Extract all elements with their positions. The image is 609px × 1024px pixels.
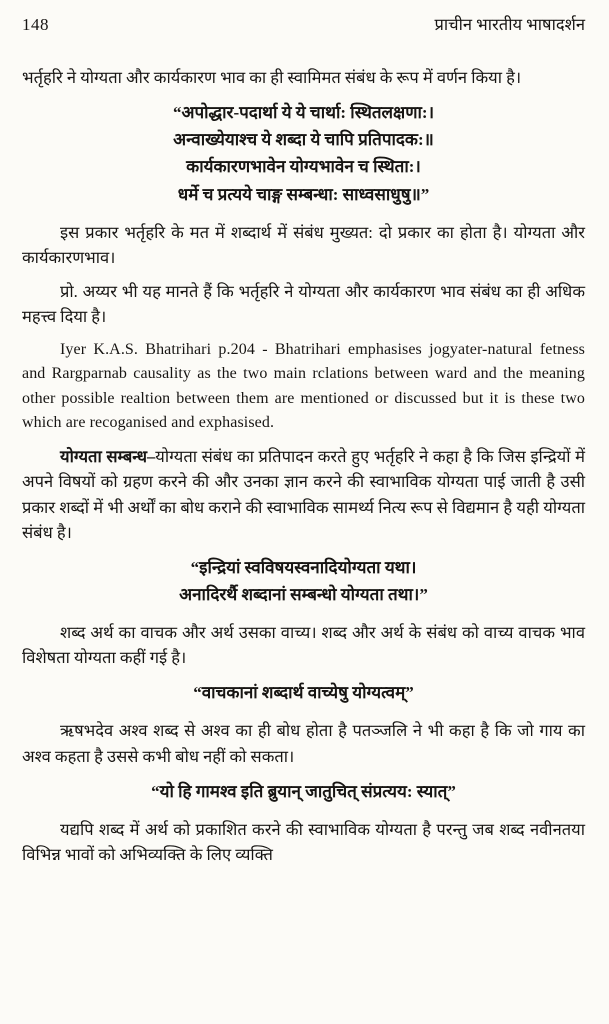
paragraph-yogyata-sambandha [22,444,585,544]
verse-karika-1 [22,99,585,208]
verse-line: अनादिरर्थै शब्दानां सम्बन्धो योग्यता तथा।” [179,584,428,604]
verse-indriya [22,554,585,608]
verse-line: धर्मे च प्रत्यये चाङ्ग सम्बन्धा: साध्वसाधुषु॥” [177,184,430,204]
paragraph-prof-ayyar: प्रो. अय्यर भी यह मानते हैं कि भर्तृहरि ने योग्यता और कार्यकारण भाव संबंध का ही अधिक महत्त्व दिया है। [22,281,585,327]
verse-line: “वाचकानां शब्दार्थ वाच्येषु योग्यत्वम्” [193,683,414,703]
paragraph-vachak-vachya: शब्द अर्थ का वाचक और अर्थ उसका वाच्य। शब्द और अर्थ के संबंध को वाच्य वाचक भाव विशेषता योग्यता कहीं गई है। [22,623,585,668]
verse-line: कार्यकारणभावेन योग्यभावेन च स्थिता:। [186,157,421,177]
paragraph-lead-rest: योग्यता संबंध का प्रतिपादन करते हुए भर्तृहरि ने कहा है कि जिस इन्द्रियों में अपने विषयों को ग्रहण करने की और उनका ज्ञान करने की स्वाभाविक योग्यता पाई जाती है उसी प्रकार शब्दों में भी अर्थों का बोध कराने की स्वाभाविक सामर्थ्य नित्य रूप से विद्यमान है यही योग्यता संबंध है। [22,447,586,542]
paragraph-rishabhdev-ashva: ऋषभदेव अश्व शब्द से अश्व का ही बोध होता है पतञ्जलि ने भी कहा है कि जो गाय का अश्व कहता है उससे कभी बोध नहीं को सकता। [22,721,585,766]
verse-line: “अपोद्धार-पदार्था ये ये चार्था: स्थितलक्षणा:। [172,103,435,123]
running-header-title: प्राचीन भारतीय भाषादर्शन [434,15,585,34]
verse-line: अन्वाख्येयाश्च ये शब्दा ये चापि प्रतिपादक:॥ [173,130,434,150]
verse-vachakanam [22,679,585,706]
paragraph-closing: यद्यपि शब्द में अर्थ को प्रकाशित करने की स्वाभाविक योग्यता है परन्तु जब शब्द नवीनतया विभिन्न भावों को अभिव्यक्ति के लिए व्यक्ति [22,819,585,864]
page-header [22,12,585,35]
paragraph-iyer-english-quote: Iyer K.A.S. Bhatrihari p.204 - Bhatrihari emphasises jogyater-natural fetness and Rargparnab causality as the two main rclations between ward and the meaning other possible realtion between them are mentioned or discussed but it is these two which are recoganised and exphasised. [22,341,585,432]
verse-line: “इन्द्रियां स्वविषयस्वनादियोग्यता यथा। [190,557,417,577]
verse-yo-hi-gamashva [22,778,585,805]
paragraph-two-types: इस प्रकार भर्तृहरि के मत में शब्दार्थ में संबंध मुख्यत: दो प्रकार का होता है। योग्यता और कार्यकारणभाव। [22,222,585,267]
paragraph-intro: भर्तृहरि ने योग्यता और कार्यकारण भाव का ही स्वामिमत संबंध के रूप में वर्णन किया है। [22,68,522,87]
verse-line: “यो हि गामश्व इति ब्रुयान् जातुचित् संप्रत्यय: स्यात्” [151,781,456,801]
page-number: 148 [22,15,49,34]
paragraph-lead-term: योग्यता सम्बन्ध– [60,447,156,467]
